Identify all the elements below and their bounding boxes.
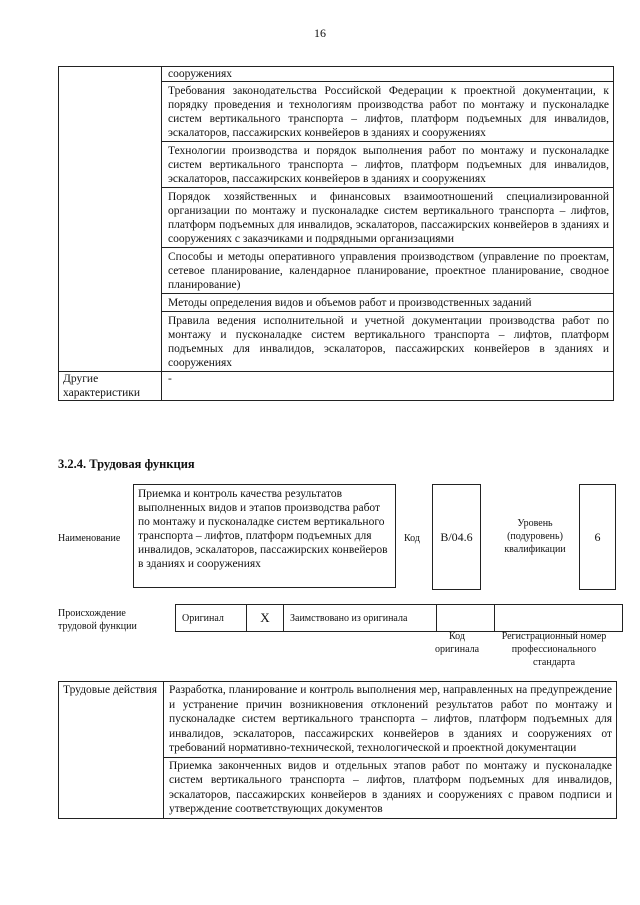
- origin-label: Происхождение трудовой функции: [58, 608, 137, 632]
- other-characteristics-value: -: [162, 372, 614, 401]
- labor-action-item: Разработка, планирование и контроль выполнения мер, направленных на предупреждение и устранение причин возникновения отклонений результатов работ по монтажу и пусконаладке систем вертикального транспорта – лифтов, платформ подъемных для инвалидов, эскалаторов, пассажирских конвейеров в зданиях и сооружениях от требований нормативно-технической, технологической и проектной документации: [164, 682, 617, 758]
- borrowed-label: Заимствовано из оригинала: [284, 605, 437, 632]
- knowledge-item: Требования законодательства Российской Федерации к проектной документации, к порядку проведения и технологиям производства работ по монтажу и пусконаладке систем вертикального транспорта – лифтов, платформ подъемных для инвалидов, эскалаторов, пассажирских конвейеров в зданиях и сооружениях: [162, 82, 614, 142]
- section-title: 3.2.4. Трудовая функция: [58, 457, 195, 471]
- knowledge-item: Технологии производства и порядок выполнения работ по монтажу и пусконаладке систем вертикального транспорта – лифтов, платформ подъемных для инвалидов, эскалаторов, пассажирских конвейеров в зданиях и сооружениях: [162, 142, 614, 188]
- knowledge-item: Порядок хозяйственных и финансовых взаимоотношений специализированной организации по монтажу и пусконаладке систем вертикального транспорта – лифтов, платформ подъемных для инвалидов, эскалаторов, пассажирских конвейеров в зданиях и сооружениях с заказчиками и подрядными организациями: [162, 188, 614, 248]
- knowledge-item: Методы определения видов и объемов работ и производственных заданий: [162, 294, 614, 312]
- name-label: Наименование: [58, 533, 121, 544]
- page-number: 16: [314, 26, 326, 40]
- other-characteristics-label: Другие характеристики: [59, 372, 162, 401]
- labor-actions-label: Трудовые действия: [59, 682, 164, 819]
- labor-actions-table: [58, 681, 617, 819]
- origin-row: [175, 604, 623, 632]
- original-label: Оригинал: [176, 605, 247, 632]
- labor-action-item: Приемка законченных видов и отдельных этапов работ по монтажу и пусконаладке систем вертикального транспорта – лифтов, платформ подъемных для инвалидов, эскалаторов, пассажирских конвейеров в зданиях и сооружениях с правом подписи и утверждение соответствующих документов: [164, 757, 617, 818]
- knowledge-item: Способы и методы оперативного управления производством (управление по проектам, сетевое планирование, календарное планирование, проектное планирование, сводное планирование): [162, 248, 614, 294]
- function-name-box: Приемка и контроль качества результатов выполненных видов и этапов производства работ по монтажу и пусконаладке систем вертикального транспорта – лифтов, платформ подъемных для инвалидов, эскалаторов, пассажирских конвейеров в зданиях и сооружениях: [133, 484, 396, 588]
- reg-number-cell: [495, 605, 623, 632]
- knowledge-label-cell: [59, 67, 162, 372]
- code-label: Код: [404, 533, 420, 544]
- caption-original-code: Код оригинала: [434, 631, 480, 655]
- caption-reg-number: Регистрационный номер профессионального стандарта: [501, 631, 607, 668]
- knowledge-item: Правила ведения исполнительной и учетной документации производства работ по монтажу и пусконаладке систем вертикального транспорта – лифтов, платформ подъемных для инвалидов, эскалаторов, пассажирских конвейеров в зданиях и сооружениях: [162, 312, 614, 372]
- code-box: B/04.6: [432, 484, 481, 590]
- knowledge-item: сооружениях: [162, 67, 614, 82]
- level-box: 6: [579, 484, 616, 590]
- knowledge-table: [58, 66, 614, 401]
- level-label: Уровень (подуровень) квалификации: [504, 518, 566, 555]
- original-code-cell: [437, 605, 495, 632]
- original-mark: X: [247, 605, 284, 632]
